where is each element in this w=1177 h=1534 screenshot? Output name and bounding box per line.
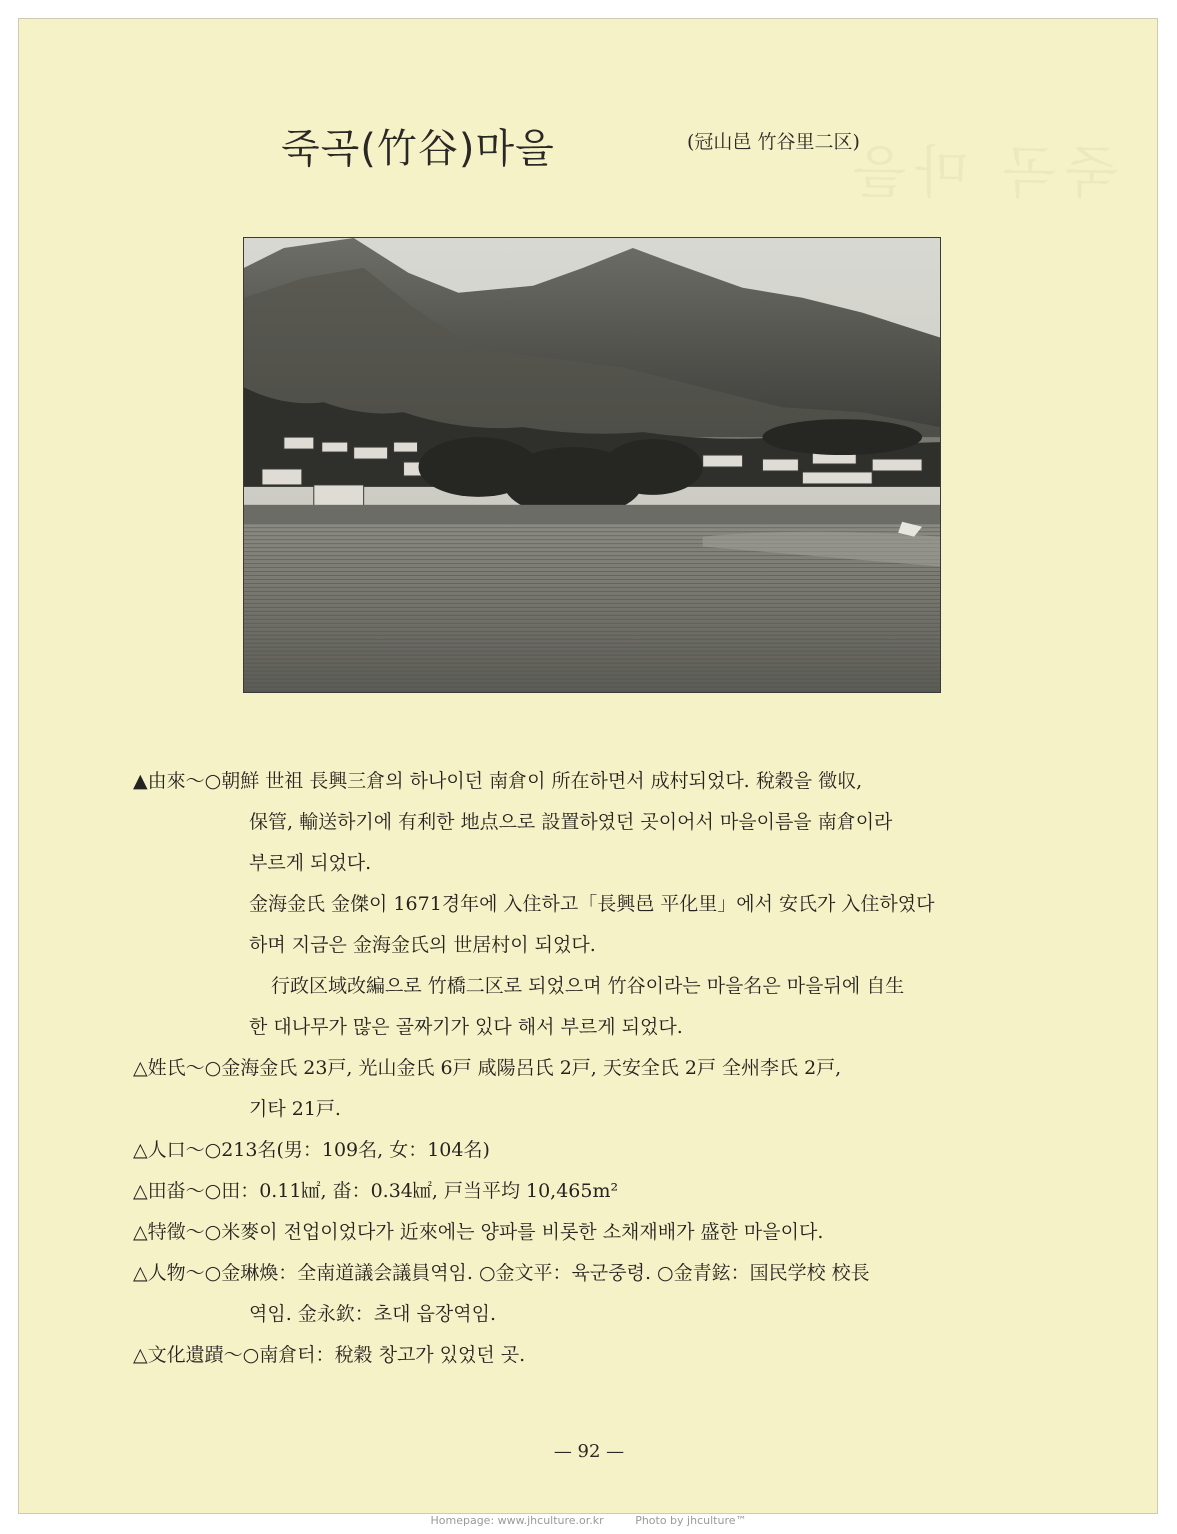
scanned-page — [18, 18, 1158, 1514]
surname-line-1: △姓氏～○金海金氏 23戸, 光山金氏 6戸 咸陽呂氏 2戸, 天安全氏 2戸 全州李氏 2戸, — [133, 1057, 842, 1079]
village-description — [133, 761, 1083, 1376]
village-photo — [243, 237, 941, 693]
people-line-1: △人物～○金琳煥：全南道議会議員역임. ○金文平：육군중령. ○金青鉉：国民学校 校長 — [133, 1262, 870, 1284]
page-number: — 92 — — [553, 1441, 625, 1462]
feature-line: △特徵～○米麥이 전업이었다가 近來에는 양파를 비롯한 소채재배가 盛한 마을이다. — [133, 1221, 824, 1243]
bleed-through-text: 죽곡 마을 — [844, 141, 1119, 206]
origin-line-7: 한 대나무가 많은 골짜기가 있다 해서 부르게 되었다. — [249, 1016, 683, 1038]
page-subtitle: (冠山邑 竹谷里二区) — [687, 131, 860, 153]
origin-line-3: 부르게 되었다. — [249, 852, 372, 874]
footer — [0, 1514, 1177, 1527]
heritage-line: △文化遺蹟～○南倉터：稅穀 창고가 있었던 곳. — [133, 1344, 526, 1366]
page-title: 죽곡(竹谷)마을 — [281, 126, 555, 172]
origin-line-5: 하며 지금은 金海金氏의 世居村이 되었다. — [249, 934, 596, 956]
origin-line-6: 行政区域改編으로 竹橋二区로 되었으며 竹谷이라는 마을名은 마을뒤에 自生 — [271, 975, 905, 997]
farmland-line: △田畓～○田：0.11㎢, 畓：0.34㎢, 戸当平均 10,465m² — [133, 1180, 619, 1202]
surname-line-2: 기타 21戸. — [249, 1098, 341, 1120]
population-line: △人口～○213名(男：109名, 女：104名) — [133, 1139, 490, 1161]
origin-line-2: 保管, 輸送하기에 有利한 地点으로 設置하였던 곳이어서 마을이름을 南倉이라 — [249, 811, 893, 833]
people-line-2: 역임. 金永欽：초대 읍장역임. — [249, 1303, 496, 1325]
village-landscape-image — [244, 238, 940, 692]
photo-credit: Photo by jhculture™ — [635, 1514, 747, 1527]
origin-line-4: 金海金氏 金傑이 1671경年에 入住하고「長興邑 平化里」에서 安氏가 入住하였다 — [249, 893, 935, 915]
origin-line-1: ▲由來～○朝鮮 世祖 長興三倉의 하나이던 南倉이 所在하면서 成村되었다. 稅穀을 徵収, — [133, 770, 863, 792]
homepage-link[interactable]: Homepage: www.jhculture.or.kr — [430, 1514, 604, 1527]
